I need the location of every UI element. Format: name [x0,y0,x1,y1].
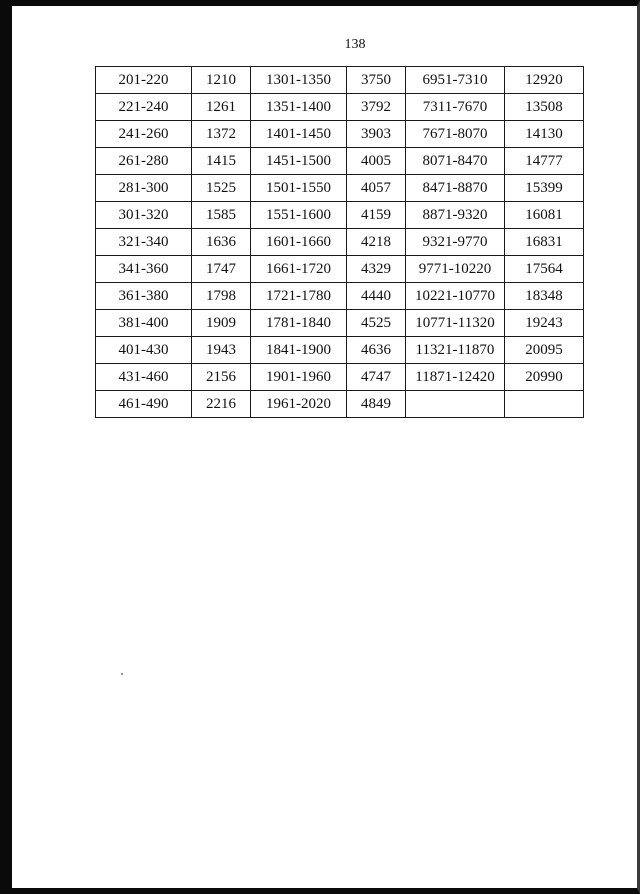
cell-value-b: 4057 [347,175,406,202]
cell-range-b: 1451-1500 [251,148,347,175]
cell-value-c: 15399 [505,175,584,202]
cell-value-b: 4849 [347,391,406,418]
page-number: 138 [344,37,366,52]
cell-range-a: 321-340 [96,229,192,256]
table-body [96,67,584,418]
cell-range-c: 10221-10770 [406,283,505,310]
cell-range-b: 1781-1840 [251,310,347,337]
cell-value-c: 14777 [505,148,584,175]
cell-range-c: 8471-8870 [406,175,505,202]
table-row [96,94,584,121]
cell-range-b: 1661-1720 [251,256,347,283]
cell-value-a: 1261 [192,94,251,121]
cell-range-b: 1901-1960 [251,364,347,391]
cell-value-a: 1943 [192,337,251,364]
cell-value-b: 3750 [347,67,406,94]
cell-range-b: 1351-1400 [251,94,347,121]
table-row [96,256,584,283]
cell-range-a: 381-400 [96,310,192,337]
cell-range-a: 461-490 [96,391,192,418]
cell-value-a: 1909 [192,310,251,337]
table-row [96,337,584,364]
cell-range-a: 431-460 [96,364,192,391]
cell-value-c [505,391,584,418]
cell-value-a: 2216 [192,391,251,418]
cell-range-c: 9771-10220 [406,256,505,283]
cell-range-c [406,391,505,418]
cell-range-c: 11871-12420 [406,364,505,391]
cell-range-b: 1721-1780 [251,283,347,310]
cell-value-a: 1798 [192,283,251,310]
cell-value-b: 4747 [347,364,406,391]
table-row [96,202,584,229]
cell-range-b: 1301-1350 [251,67,347,94]
table-row [96,229,584,256]
cell-range-c: 6951-7310 [406,67,505,94]
cell-value-a: 1585 [192,202,251,229]
cell-value-c: 12920 [505,67,584,94]
cell-value-b: 4636 [347,337,406,364]
table-row [96,364,584,391]
cell-value-c: 18348 [505,283,584,310]
cell-value-b: 4525 [347,310,406,337]
cell-range-a: 401-430 [96,337,192,364]
cell-range-a: 201-220 [96,67,192,94]
cell-value-c: 20990 [505,364,584,391]
cell-range-a: 301-320 [96,202,192,229]
cell-value-a: 1525 [192,175,251,202]
cell-range-b: 1961-2020 [251,391,347,418]
cell-value-a: 1636 [192,229,251,256]
cell-value-c: 20095 [505,337,584,364]
cell-range-a: 281-300 [96,175,192,202]
cell-value-b: 4005 [347,148,406,175]
cell-range-c: 9321-9770 [406,229,505,256]
table-row [96,391,584,418]
cell-value-b: 4218 [347,229,406,256]
cell-value-b: 4329 [347,256,406,283]
table-row [96,283,584,310]
cell-value-b: 3792 [347,94,406,121]
cell-value-c: 13508 [505,94,584,121]
cell-range-b: 1601-1660 [251,229,347,256]
cell-value-a: 1210 [192,67,251,94]
cell-value-c: 17564 [505,256,584,283]
cell-value-b: 4159 [347,202,406,229]
cell-range-c: 8071-8470 [406,148,505,175]
cell-range-b: 1841-1900 [251,337,347,364]
cell-value-b: 4440 [347,283,406,310]
table-row [96,121,584,148]
cell-range-c: 8871-9320 [406,202,505,229]
table-row [96,310,584,337]
table-row [96,175,584,202]
cell-range-a: 341-360 [96,256,192,283]
cell-value-c: 16831 [505,229,584,256]
cell-value-c: 19243 [505,310,584,337]
cell-range-b: 1401-1450 [251,121,347,148]
table-row [96,67,584,94]
cell-range-a: 361-380 [96,283,192,310]
cell-range-a: 261-280 [96,148,192,175]
scan-speck [121,673,123,675]
cell-range-c: 10771-11320 [406,310,505,337]
cell-range-b: 1501-1550 [251,175,347,202]
cell-value-a: 1747 [192,256,251,283]
cell-range-c: 7671-8070 [406,121,505,148]
cell-value-a: 1415 [192,148,251,175]
cell-range-c: 7311-7670 [406,94,505,121]
cell-value-c: 14130 [505,121,584,148]
range-table [95,66,584,418]
cell-value-c: 16081 [505,202,584,229]
table-row [96,148,584,175]
cell-value-b: 3903 [347,121,406,148]
cell-range-a: 221-240 [96,94,192,121]
cell-range-a: 241-260 [96,121,192,148]
cell-range-b: 1551-1600 [251,202,347,229]
cell-range-c: 11321-11870 [406,337,505,364]
cell-value-a: 2156 [192,364,251,391]
cell-value-a: 1372 [192,121,251,148]
